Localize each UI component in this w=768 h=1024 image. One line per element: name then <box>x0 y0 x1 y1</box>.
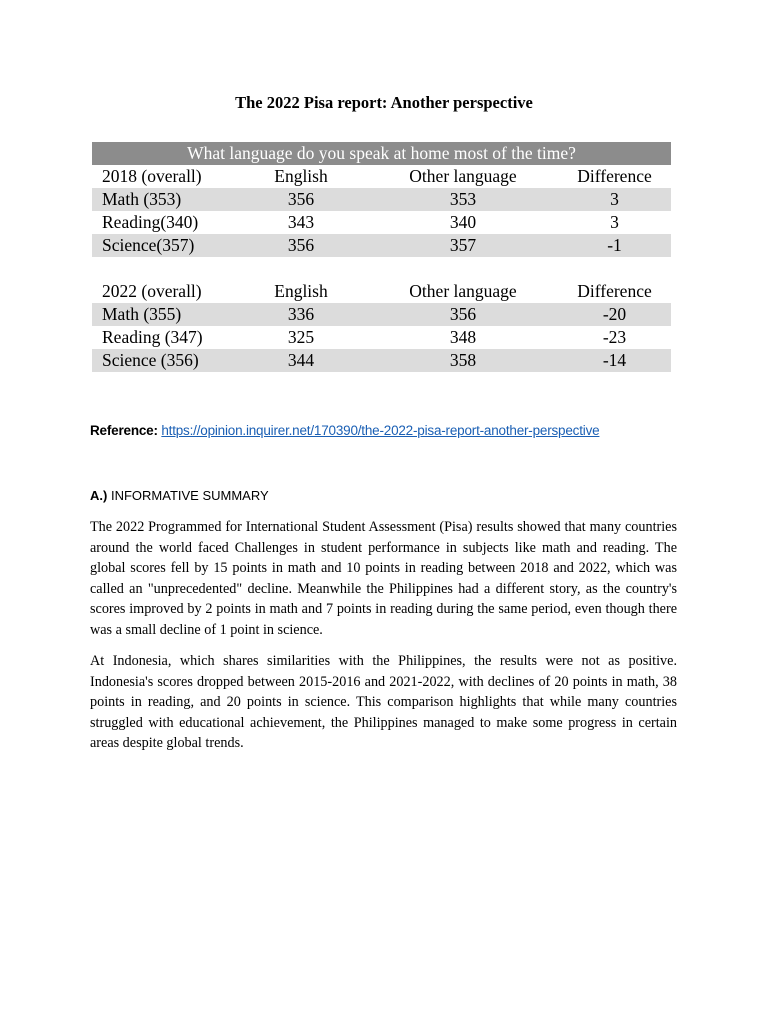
table-cell: Reading (347) <box>102 327 203 347</box>
table-row <box>92 211 671 234</box>
table-cell: 2018 (overall) <box>102 166 202 186</box>
table-cell: Other language <box>409 281 517 301</box>
table-row <box>92 188 671 211</box>
table-cell: 348 <box>449 327 477 347</box>
table-cell: Science(357) <box>102 235 195 255</box>
table-cell: Difference <box>577 281 652 301</box>
table-cell: English <box>274 166 328 186</box>
reference-label: Reference: <box>90 423 158 438</box>
table-cell: -23 <box>602 327 627 347</box>
section-marker: A.) <box>90 488 108 503</box>
table-cell: 343 <box>287 212 315 232</box>
table-column-row-2018 <box>92 165 671 188</box>
table-cell: Reading(340) <box>102 212 199 232</box>
language-score-table <box>92 142 671 372</box>
reference-line <box>90 423 599 438</box>
table-cell: Math (355) <box>102 304 182 324</box>
table-cell: Other language <box>409 166 517 186</box>
table-cell: 336 <box>287 304 315 324</box>
table-row <box>92 349 671 372</box>
table-cell: 325 <box>287 327 315 347</box>
summary-paragraph-2: At Indonesia, which shares similarities with the Philippines, the results were not as positive. Indonesia's scores dropped between 2015-2016 and 2021-2022, with declines of 20 points in math, 38 points in reading, and 20 points in science. This comparison highlights that while many countries struggled with educational achievement, the Philippines managed to make some progress in certain areas despite global trends. <box>90 653 677 752</box>
table-cell: Science (356) <box>102 350 199 370</box>
table-cell: 358 <box>449 350 477 370</box>
document-title: The 2022 Pisa report: Another perspective <box>235 93 533 112</box>
table-cell: 344 <box>287 350 315 370</box>
table-cell: 357 <box>449 235 477 255</box>
table-cell: English <box>274 281 328 301</box>
table-row <box>92 234 671 257</box>
table-column-row-2022 <box>92 280 671 303</box>
table-cell: Difference <box>577 166 652 186</box>
table-header: What language do you speak at home most of the time? <box>92 142 671 165</box>
table-cell: Math (353) <box>102 189 182 209</box>
table-cell: -14 <box>602 350 627 370</box>
table-cell: 356 <box>287 189 315 209</box>
table-cell: -20 <box>602 304 627 324</box>
table-cell: 340 <box>449 212 477 232</box>
table-row <box>92 326 671 349</box>
table-cell: 2022 (overall) <box>102 281 202 301</box>
table-cell: 353 <box>449 189 477 209</box>
reference-link[interactable]: https://opinion.inquirer.net/170390/the-2022-pisa-report-another-perspective <box>161 423 600 438</box>
table-cell: 3 <box>610 212 619 232</box>
table-cell: -1 <box>607 235 622 255</box>
summary-paragraph-1: The 2022 Programmed for International Student Assessment (Pisa) results showed that many countries around the world faced Challenges in student performance in subjects like math and reading. The global scores fell by 15 points in math and 10 points in reading between 2018 and 2022, which was called an "unprecedented" decline. Meanwhile the Philippines had a different story, as the country's scores improved by 2 points in math and 7 points in reading during the same period, even though there was a small decline of 1 point in science. <box>90 519 677 638</box>
table-cell: 356 <box>449 304 477 324</box>
section-heading <box>90 488 269 503</box>
section-title: INFORMATIVE SUMMARY <box>110 488 269 503</box>
table-cell: 356 <box>287 235 315 255</box>
table-row <box>92 303 671 326</box>
table-cell: 3 <box>610 189 619 209</box>
table-spacer <box>92 257 671 280</box>
